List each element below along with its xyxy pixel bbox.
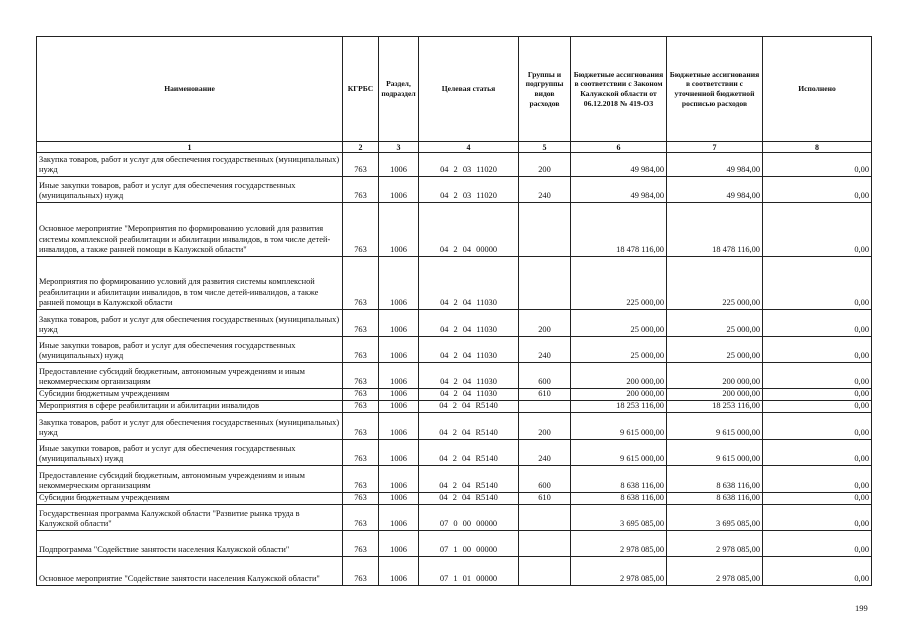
row-updated-amount: 3 695 085,00 (667, 505, 763, 531)
row-razdel: 1006 (379, 389, 419, 401)
row-name: Субсидии бюджетным учреждениям (37, 389, 343, 401)
row-target-article: 04 2 04 00000 (419, 203, 519, 257)
row-name: Мероприятия в сфере реабилитации и абилитации инвалидов (37, 401, 343, 413)
row-law-amount: 8 638 116,00 (571, 466, 667, 493)
row-law-amount: 18 478 116,00 (571, 203, 667, 257)
row-name: Основное мероприятие "Мероприятия по формированию условий для развития системы комплексной реабилитации и абилитации инвалидов, в том числе детей-инвалидов, а также ранней помощи в Калужской области" (37, 203, 343, 257)
row-updated-amount: 49 984,00 (667, 177, 763, 203)
table-row (37, 531, 872, 557)
row-expense-group: 610 (519, 389, 571, 401)
row-expense-group: 200 (519, 413, 571, 440)
row-razdel: 1006 (379, 363, 419, 389)
row-updated-amount: 25 000,00 (667, 310, 763, 337)
row-executed-amount: 0,00 (763, 505, 872, 531)
row-law-amount: 25 000,00 (571, 337, 667, 363)
table-row (37, 153, 872, 177)
row-razdel: 1006 (379, 493, 419, 505)
row-kgrbs: 763 (343, 440, 379, 466)
row-executed-amount: 0,00 (763, 440, 872, 466)
row-updated-amount: 8 638 116,00 (667, 466, 763, 493)
row-expense-group: 600 (519, 363, 571, 389)
header-cell-cs: Целевая статья (419, 37, 519, 142)
row-law-amount: 49 984,00 (571, 177, 667, 203)
row-executed-amount: 0,00 (763, 557, 872, 586)
table-row (37, 440, 872, 466)
table-row (37, 337, 872, 363)
row-expense-group (519, 531, 571, 557)
row-kgrbs: 763 (343, 363, 379, 389)
row-kgrbs: 763 (343, 401, 379, 413)
row-target-article: 04 2 03 11020 (419, 153, 519, 177)
row-name: Закупка товаров, работ и услуг для обеспечения государственных (муниципальных) нужд (37, 153, 343, 177)
row-razdel: 1006 (379, 413, 419, 440)
row-law-amount: 8 638 116,00 (571, 493, 667, 505)
table-row (37, 177, 872, 203)
row-name: Государственная программа Калужской области "Развитие рынка труда в Калужской области" (37, 505, 343, 531)
row-expense-group (519, 401, 571, 413)
row-expense-group (519, 257, 571, 310)
header-cell-name: Наименование (37, 37, 343, 142)
row-kgrbs: 763 (343, 153, 379, 177)
row-executed-amount: 0,00 (763, 531, 872, 557)
row-executed-amount: 0,00 (763, 401, 872, 413)
row-razdel: 1006 (379, 177, 419, 203)
column-number: 5 (519, 142, 571, 153)
row-expense-group (519, 505, 571, 531)
header-cell-law: Бюджетные ассигнования в соответствии с Законом Калужской области от 06.12.2018 № 419-ОЗ (571, 37, 667, 142)
header-cell-kgrbs: КГРБС (343, 37, 379, 142)
row-updated-amount: 25 000,00 (667, 337, 763, 363)
row-law-amount: 200 000,00 (571, 389, 667, 401)
row-law-amount: 225 000,00 (571, 257, 667, 310)
row-razdel: 1006 (379, 440, 419, 466)
table-row (37, 203, 872, 257)
row-target-article: 07 0 00 00000 (419, 505, 519, 531)
row-razdel: 1006 (379, 401, 419, 413)
row-kgrbs: 763 (343, 203, 379, 257)
row-law-amount: 9 615 000,00 (571, 413, 667, 440)
row-kgrbs: 763 (343, 466, 379, 493)
row-target-article: 04 2 04 11030 (419, 337, 519, 363)
row-executed-amount: 0,00 (763, 413, 872, 440)
row-updated-amount: 200 000,00 (667, 389, 763, 401)
column-number-row (37, 142, 872, 153)
row-expense-group: 610 (519, 493, 571, 505)
row-razdel: 1006 (379, 153, 419, 177)
page-number: 199 (855, 603, 868, 613)
row-target-article: 04 2 04 R5140 (419, 440, 519, 466)
row-updated-amount: 9 615 000,00 (667, 413, 763, 440)
row-name: Субсидии бюджетным учреждениям (37, 493, 343, 505)
row-executed-amount: 0,00 (763, 337, 872, 363)
row-updated-amount: 49 984,00 (667, 153, 763, 177)
row-updated-amount: 200 000,00 (667, 363, 763, 389)
row-target-article: 04 2 04 R5140 (419, 401, 519, 413)
column-number: 2 (343, 142, 379, 153)
row-name: Иные закупки товаров, работ и услуг для обеспечения государственных (муниципальных) нужд (37, 337, 343, 363)
row-law-amount: 200 000,00 (571, 363, 667, 389)
row-updated-amount: 18 253 116,00 (667, 401, 763, 413)
row-kgrbs: 763 (343, 389, 379, 401)
row-kgrbs: 763 (343, 557, 379, 586)
row-expense-group: 240 (519, 440, 571, 466)
row-expense-group: 600 (519, 466, 571, 493)
row-razdel: 1006 (379, 557, 419, 586)
header-cell-razdel: Раздел, подраздел (379, 37, 419, 142)
row-razdel: 1006 (379, 505, 419, 531)
row-name: Предоставление субсидий бюджетным, автономным учреждениям и иным некоммерческим организациям (37, 363, 343, 389)
row-law-amount: 9 615 000,00 (571, 440, 667, 466)
row-updated-amount: 2 978 085,00 (667, 531, 763, 557)
row-kgrbs: 763 (343, 531, 379, 557)
column-number: 4 (419, 142, 519, 153)
row-target-article: 07 1 00 00000 (419, 531, 519, 557)
column-number: 7 (667, 142, 763, 153)
row-law-amount: 49 984,00 (571, 153, 667, 177)
row-razdel: 1006 (379, 257, 419, 310)
table-row (37, 401, 872, 413)
column-number: 1 (37, 142, 343, 153)
row-razdel: 1006 (379, 531, 419, 557)
table-row (37, 466, 872, 493)
row-executed-amount: 0,00 (763, 177, 872, 203)
row-name: Закупка товаров, работ и услуг для обеспечения государственных (муниципальных) нужд (37, 310, 343, 337)
row-updated-amount: 225 000,00 (667, 257, 763, 310)
row-law-amount: 25 000,00 (571, 310, 667, 337)
table-row (37, 257, 872, 310)
table-row (37, 363, 872, 389)
column-number: 3 (379, 142, 419, 153)
row-razdel: 1006 (379, 203, 419, 257)
row-target-article: 04 2 04 11030 (419, 389, 519, 401)
row-executed-amount: 0,00 (763, 310, 872, 337)
row-executed-amount: 0,00 (763, 257, 872, 310)
row-executed-amount: 0,00 (763, 363, 872, 389)
row-expense-group (519, 203, 571, 257)
row-kgrbs: 763 (343, 257, 379, 310)
row-name: Иные закупки товаров, работ и услуг для обеспечения государственных (муниципальных) нужд (37, 177, 343, 203)
row-target-article: 07 1 01 00000 (419, 557, 519, 586)
row-updated-amount: 18 478 116,00 (667, 203, 763, 257)
header-cell-utoch: Бюджетные ассигнования в соответствии с уточненной бюджетной росписью расходов (667, 37, 763, 142)
row-kgrbs: 763 (343, 310, 379, 337)
row-target-article: 04 2 03 11020 (419, 177, 519, 203)
row-updated-amount: 9 615 000,00 (667, 440, 763, 466)
budget-table (36, 36, 872, 586)
row-executed-amount: 0,00 (763, 389, 872, 401)
row-updated-amount: 8 638 116,00 (667, 493, 763, 505)
row-executed-amount: 0,00 (763, 203, 872, 257)
row-kgrbs: 763 (343, 337, 379, 363)
row-executed-amount: 0,00 (763, 493, 872, 505)
table-row (37, 310, 872, 337)
row-razdel: 1006 (379, 466, 419, 493)
row-expense-group: 200 (519, 310, 571, 337)
row-law-amount: 18 253 116,00 (571, 401, 667, 413)
row-target-article: 04 2 04 R5140 (419, 413, 519, 440)
header-cell-vr: Группы и подгруппы видов расходов (519, 37, 571, 142)
row-name: Подпрограмма "Содействие занятости населения Калужской области" (37, 531, 343, 557)
row-kgrbs: 763 (343, 505, 379, 531)
row-updated-amount: 2 978 085,00 (667, 557, 763, 586)
column-number: 6 (571, 142, 667, 153)
row-target-article: 04 2 04 R5140 (419, 466, 519, 493)
table-row (37, 493, 872, 505)
row-razdel: 1006 (379, 337, 419, 363)
table-row (37, 557, 872, 586)
row-name: Предоставление субсидий бюджетным, автономным учреждениям и иным некоммерческим организациям (37, 466, 343, 493)
row-kgrbs: 763 (343, 177, 379, 203)
table-row (37, 413, 872, 440)
row-expense-group: 240 (519, 177, 571, 203)
row-executed-amount: 0,00 (763, 153, 872, 177)
row-name: Мероприятия по формированию условий для развития системы комплексной реабилитации и абилитации инвалидов, в том числе детей-инвалидов, а также ранней помощи в Калужской области (37, 257, 343, 310)
header-cell-done: Исполнено (763, 37, 872, 142)
row-expense-group: 200 (519, 153, 571, 177)
header-row (37, 37, 872, 142)
row-target-article: 04 2 04 11030 (419, 257, 519, 310)
row-law-amount: 3 695 085,00 (571, 505, 667, 531)
row-target-article: 04 2 04 11030 (419, 310, 519, 337)
row-expense-group (519, 557, 571, 586)
row-kgrbs: 763 (343, 493, 379, 505)
row-target-article: 04 2 04 R5140 (419, 493, 519, 505)
row-law-amount: 2 978 085,00 (571, 531, 667, 557)
row-name: Закупка товаров, работ и услуг для обеспечения государственных (муниципальных) нужд (37, 413, 343, 440)
column-number: 8 (763, 142, 872, 153)
row-kgrbs: 763 (343, 413, 379, 440)
row-executed-amount: 0,00 (763, 466, 872, 493)
row-target-article: 04 2 04 11030 (419, 363, 519, 389)
row-razdel: 1006 (379, 310, 419, 337)
row-expense-group: 240 (519, 337, 571, 363)
row-law-amount: 2 978 085,00 (571, 557, 667, 586)
row-name: Основное мероприятие "Содействие занятости населения Калужской области" (37, 557, 343, 586)
row-name: Иные закупки товаров, работ и услуг для обеспечения государственных (муниципальных) нужд (37, 440, 343, 466)
table-row (37, 505, 872, 531)
table-row (37, 389, 872, 401)
